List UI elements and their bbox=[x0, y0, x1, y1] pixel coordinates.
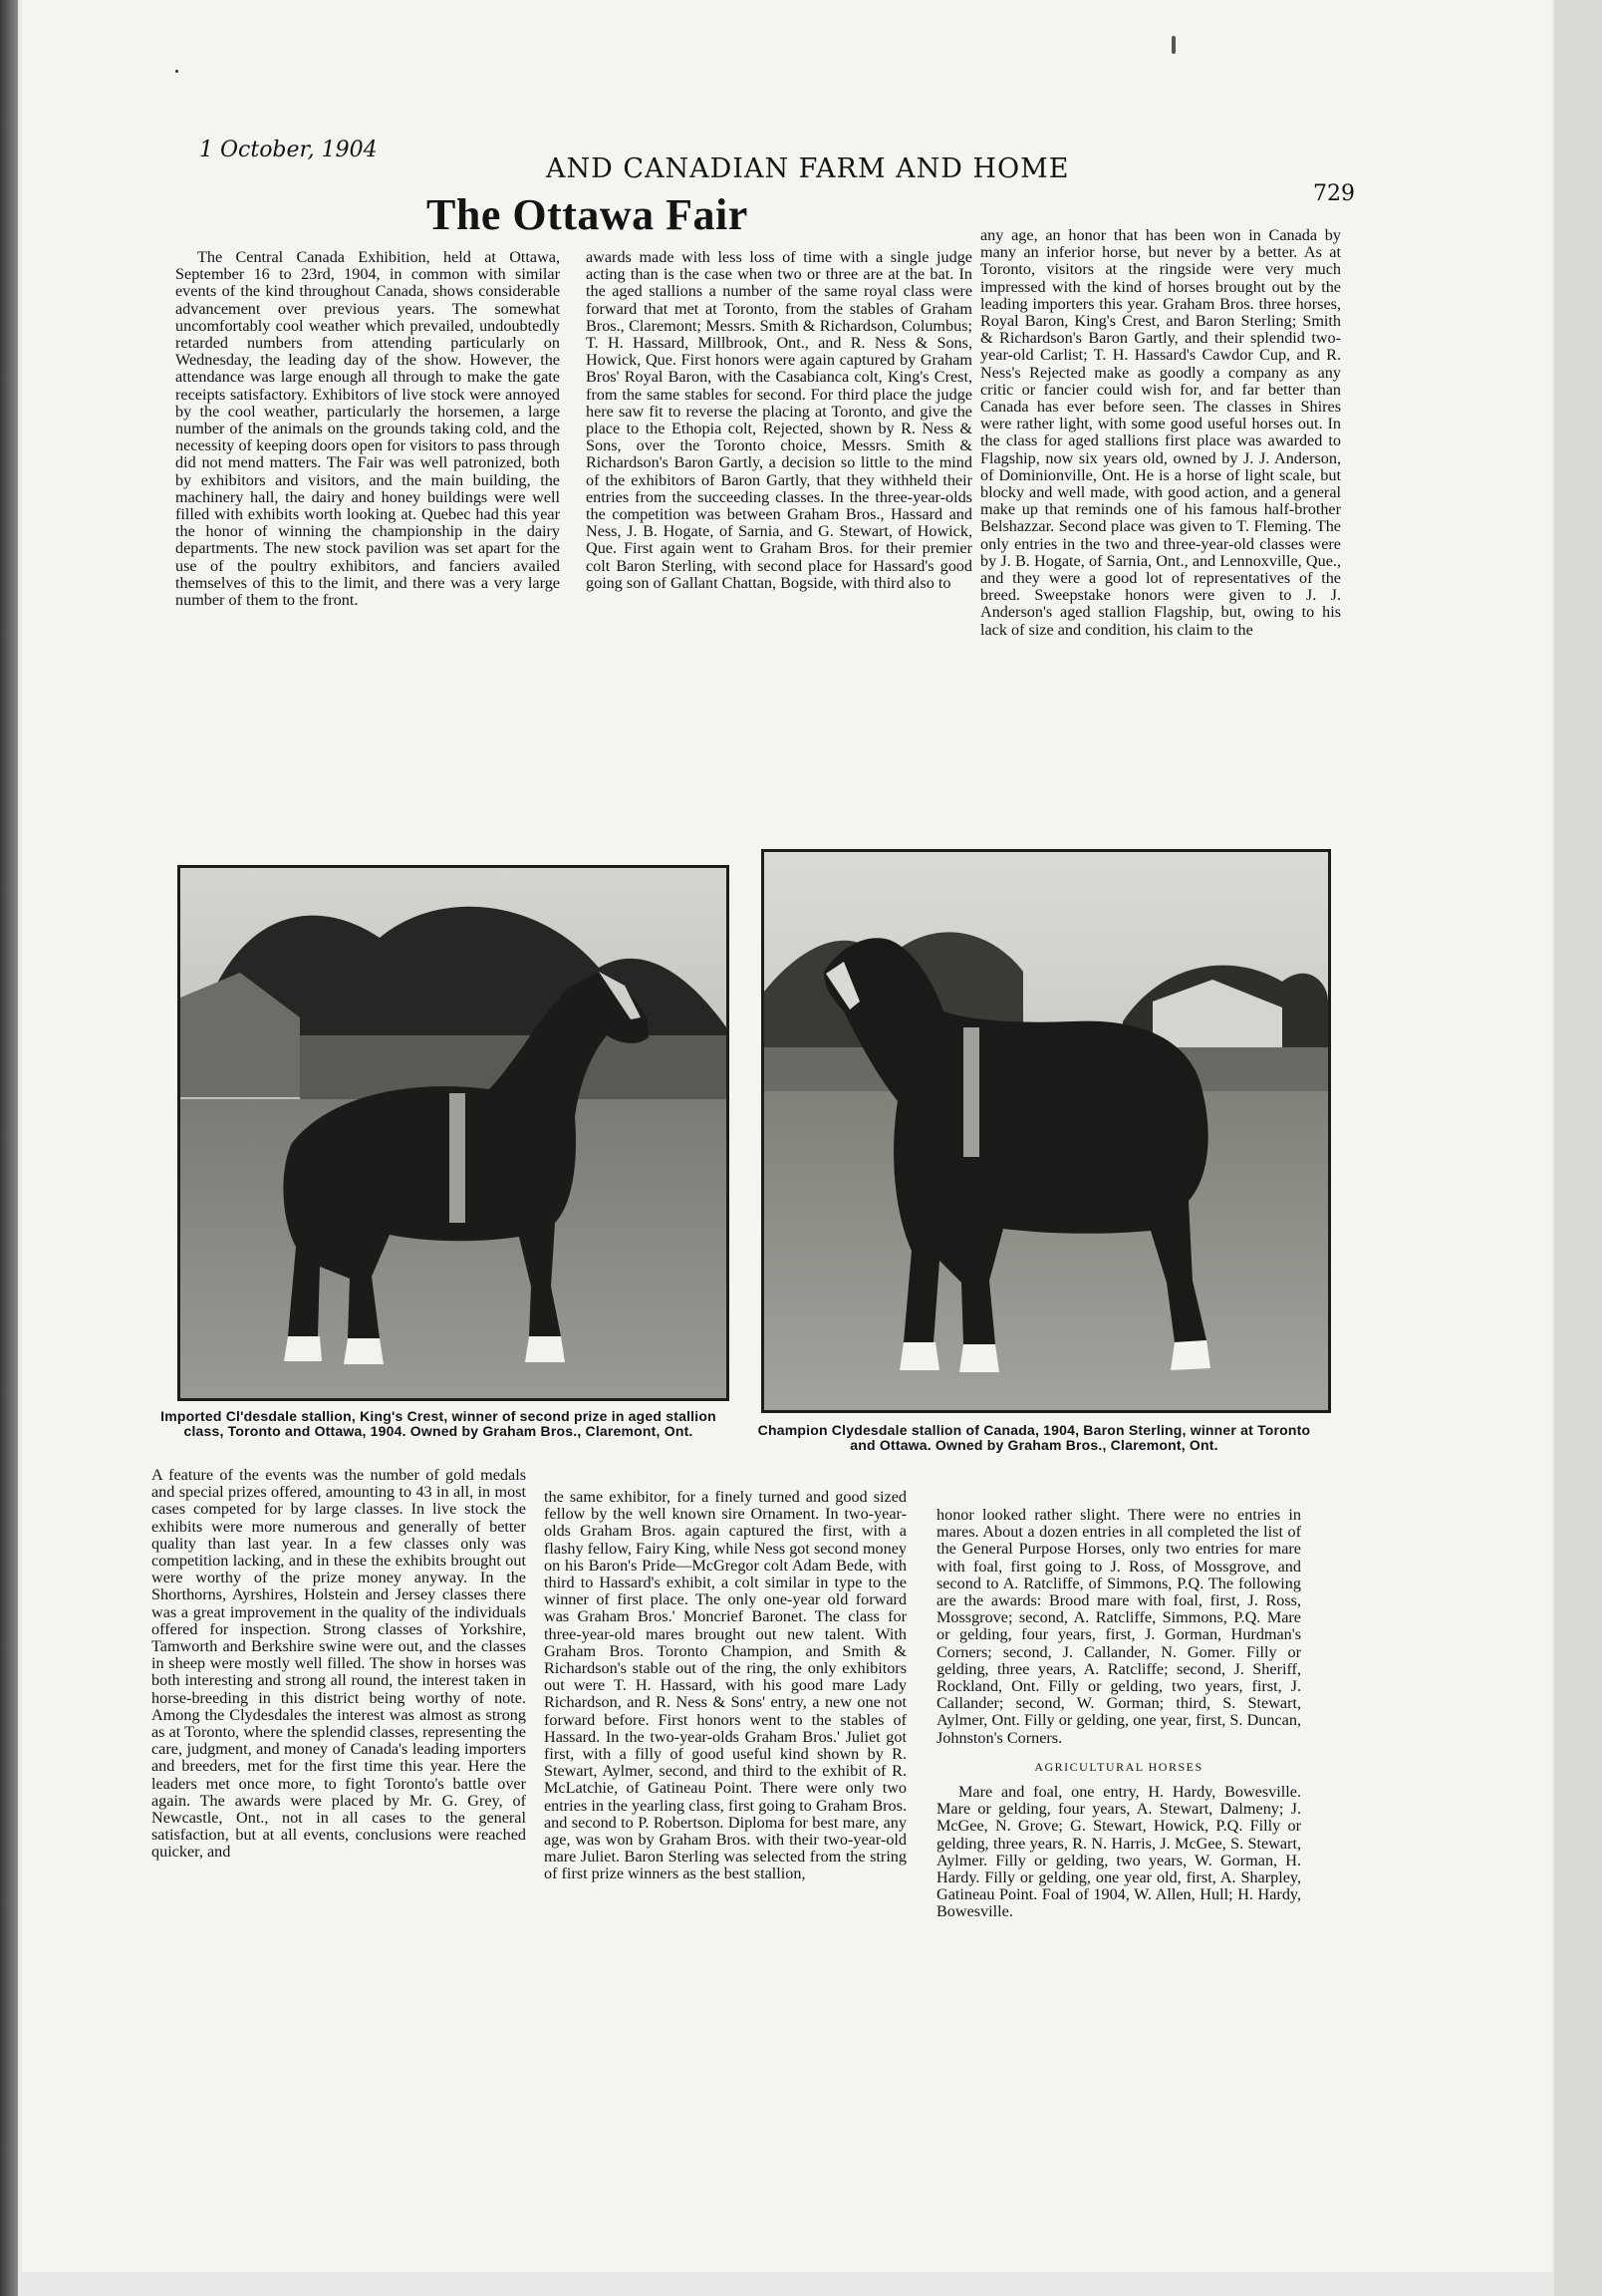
column-bottom-middle bbox=[544, 1489, 907, 1883]
paragraph: A feature of the events was the number of gold medals and special prizes offered, amounting to 43 in all, in most cases competed for by large classes. In live stock the exhibits were more numerous and generally of better quality than last year. In a few classes only was competition lacking, and in these the exhibits brought out were worthy of the prize money anyway. In the Shorthorns, Ayrshires, Holstein and Jersey classes there was a great improvement in the quality of the individuals offered for inspection. Strong classes of Yorkshire, Tamworth and Berkshire swine were out, and the classes in sheep were mostly well filled. The show in horses was both interesting and strong all round, the interest taken in horse-breeding in this district being worthy of note. Among the Clydesdales the interest was almost as strong as at Toronto, where the splendid classes, representing the care, judgment, and money of Canada's leading importers and breeders, met for the first time this year. Here the leaders met once more, to fight Toronto's battle over again. The awards were placed by Mr. G. Grey, of Newcastle, Ont., not in all cases to the general satisfaction, but at all events, conclusions were reached quicker, and bbox=[151, 1466, 526, 1862]
paragraph: awards made with less loss of time with a single judge acting than is the case when two or three are at the bat. In the aged stallions a number of the same royal class were forward that met at Toronto, from the stables of Graham Bros., Claremont; Messrs. Smith & Richardson, Columbus; T. H. Hassard, Millbrook, Ont., and R. Ness & Sons, Howick, Que. First honors were again captured by Graham Bros' Royal Baron, with the Casabianca colt, King's Crest, from the same stables for second. For third place the judge here saw fit to reverse the placing at Toronto, and give the place to the Ethopia colt, Rejected, shown by R. Ness & Sons, over the Toronto choice, Messrs. Smith & Richardson's Baron Gartly, a decision so little to the mind of the exhibitors of Baron Gartly, that they withheld their entries from the succeeding classes. In the three-year-olds the competition was between Graham Bros., Hassard and Ness, J. B. Hogate, of Sarnia, and G. Stewart, of Howick, Que. First again went to Graham Bros. for their premier colt Baron Sterling, with second place for Hassard's good going son of Gallant Chattan, Bogside, with third also to bbox=[586, 248, 972, 592]
running-header bbox=[199, 138, 1494, 206]
column-top-middle bbox=[586, 249, 972, 592]
header-date: 1 October, 1904 bbox=[199, 138, 378, 162]
scan-mark bbox=[1172, 36, 1176, 54]
paragraph: The Central Canada Exhibition, held at Ottawa, September 16 to 23rd, 1904, in common with similar events of the kind throughout Canada, shows considerable advancement over previous years. The somewhat uncomfortably cool weather which prevailed, undoubtedly retarded numbers from attending particularly on Wednesday, the leading day of the show. However, the attendance was large enough all through to make the gate receipts satisfactory. Exhibitors of live stock were annoyed by the cool weather, particularly the horsemen, a large number of the animals on the grounds taking cold, and the necessity of keeping doors open for visitors to pass through did not mend matters. The Fair was well patronized, both by exhibitors and visitors, and the main building, the machinery hall, the dairy and honey buildings were well filled with exhibits worth looking at. Quebec had this year the honor of winning the championship in the dairy departments. The new stock pavilion was set apart for the use of the poultry exhibitors, and fanciers availed themselves of this to the limit, and there was a very large number of them to the front. bbox=[175, 248, 560, 610]
page-number: 729 bbox=[1313, 181, 1355, 206]
paragraph: honor looked rather slight. There were no entries in mares. About a dozen entries in all completed the list of the General Purpose Horses, only two entries for mare with foal, first going to J. Ross, of Mossgrove, and second to A. Ratcliffe, of Simmons, P.Q. The following are the awards: Brood mare with foal, first, J. Ross, Mossgrove; second, A. Ratcliffe, Simmons, P.Q. Mare or gelding, four years, first, J. Gorman, Hurdman's Corners; second, J. Callander, N. Gomer. Filly or gelding, three years, A. Ratcliffe; second, J. Sheriff, Rockland, Ont. Filly or gelding, two years, first, J. Callander; second, W. Gorman; third, S. Stewart, Aylmer, Ont. Filly or gelding, one year, first, S. Duncan, Johnston's Corners. bbox=[936, 1506, 1301, 1747]
caption-right-photo: Champion Clydesdale stallion of Canada, 1904, Baron Sterling, winner at Toronto and Ottawa. Owned by Graham Bros., Claremont, Ont. bbox=[757, 1422, 1311, 1453]
scan-speck bbox=[175, 70, 178, 73]
binding-gutter bbox=[0, 0, 18, 2296]
scan-edge bbox=[1554, 0, 1602, 2296]
horse-photo-right bbox=[764, 852, 1328, 1410]
paragraph: any age, an honor that has been won in Canada by many an inferior horse, but never by a better. As at Toronto, visitors at the ringside were very much impressed with the kind of horses brought out by the leading importers this year. Graham Bros. three horses, Royal Baron, King's Crest, and Baron Sterling; Smith & Richardson's Baron Gartly, and their splendid two-year-old Carlist; T. H. Hassard's Cawdor Cup, and R. Ness's Rejected make as goodly a company as any critic or fancier could wish for, and far better than Canada has ever before seen. The classes in Shires were rather light, with some good useful horses out. In the class for aged stallions first place was awarded to Flagship, now six years old, owned by J. J. Anderson, of Dominionville, Ont. He is a horse of light scale, but blocky and well made, with good action, and a general make up that reminds one of his famous half-brother Belshazzar. Second place was given to T. Fleming. The only entries in the two and three-year-old classes were by J. B. Hogate, of Sarnia, Ont., and Lennoxville, Que., and they were a good lot of representatives of the breed. Sweepstake honors were given to J. J. Anderson's aged stallion Flagship, but, owing to his lack of size and condition, his claim to the bbox=[980, 226, 1341, 639]
caption-left-photo: Imported Cl'desdale stallion, King's Crest, winner of second prize in aged stallion class, Toronto and Ottawa, 1904. Owned by Graham Bros., Claremont, Ont. bbox=[160, 1408, 716, 1439]
column-bottom-left bbox=[151, 1467, 526, 1862]
paragraph: Mare and foal, one entry, H. Hardy, Bowesville. Mare or gelding, four years, A. Stewart, Dalmeny; J. McGee, N. Grove; G. Stewart, Howick, P.Q. Filly or gelding, three years, R. N. Harris, J. McGee, S. Stewart, Aylmer. Filly or gelding, two years, W. Gorman, H. Hardy. Filly or gelding, one year old, first, A. Sharpley, Gatineau Point. Foal of 1904, W. Allen, Hull; H. Hardy, Bowesville. bbox=[936, 1783, 1301, 1921]
photo-kings-crest bbox=[177, 865, 729, 1401]
column-bottom-right bbox=[936, 1507, 1301, 1921]
horse-photo-left bbox=[180, 868, 726, 1398]
header-magazine-title: AND CANADIAN FARM AND HOME bbox=[546, 153, 1070, 184]
photo-baron-sterling bbox=[761, 849, 1331, 1413]
article-title: The Ottawa Fair bbox=[426, 190, 748, 239]
column-top-right bbox=[980, 227, 1341, 639]
section-subheading: AGRICULTURAL HORSES bbox=[1034, 1759, 1203, 1774]
column-top-left bbox=[175, 249, 560, 609]
paragraph: the same exhibitor, for a finely turned and good sized fellow by the well known sire Ornament. In two-year-olds Graham Bros. again captured the first, with a flashy fellow, Fairy King, while Ness got second money on his Baron's Pride—McGregor colt Adam Bede, with third to Hassard's exhibit, a colt similar in type to the winner of first place. The only one-year old forward was Graham Bros.' Moncrief Baronet. The class for three-year-old mares brought out new talent. With Graham Bros. Toronto Champion, and Smith & Richardson's stable out of the ring, the only exhibitors out were T. H. Hassard, with his good mare Lady Richardson, and R. Ness & Sons' entry, a new one not forward before. First honors went to the stables of Hassard. In the two-year-olds Graham Bros.' Juliet got first, with a filly of good useful kind shown by R. Stewart, Aylmer, second, and third to the exhibit of R. McLatchie, of Gatineau Point. There were only two entries in the yearling class, first going to Graham Bros. and second to P. Robertson. Diploma for best mare, any age, was won by Graham Bros. with their two-year-old mare Juliet. Baron Sterling was selected from the string of first prize winners as the best stallion, bbox=[544, 1488, 908, 1883]
